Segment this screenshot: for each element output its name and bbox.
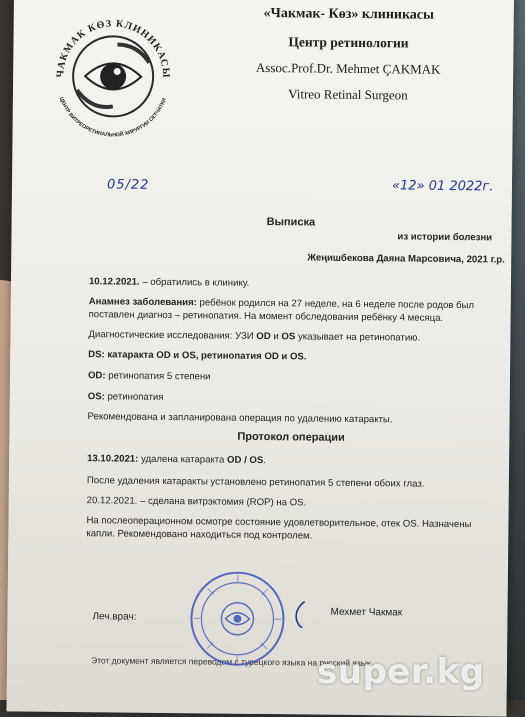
clinic-name: «Чакмак- Көз» клиникасы <box>224 6 474 25</box>
os-line <box>88 390 488 407</box>
operation-eyes: OD / OS <box>227 455 263 466</box>
signature-mark <box>290 599 310 629</box>
doctor-name: Assoc.Prof.Dr. Mehmet ÇAKMAK <box>223 60 473 79</box>
ds-line: DS: катаракта OD и OS, ретинопатия OD и OS. <box>88 348 488 365</box>
followup-paragraph: На послеоперационном осмотре состояние удовлетворительное, отек OS. Назначены капли. Рекомендовано находиться под контролем. <box>86 514 486 544</box>
doctor-position: Vitreo Retinal Surgeon <box>223 86 473 105</box>
letterhead <box>223 6 474 105</box>
visit-line <box>89 275 489 292</box>
logo-bottom-text: ЦЕНТР ВИТРЕОРЕТИНАЛЬНОЙ ХИРУРГИИ СЕТЧАТКИ <box>57 96 167 139</box>
diagnostics-text: Диагностические исследования: УЗИ <box>88 329 256 342</box>
protocol-title: Протокол операции <box>237 431 345 444</box>
diagnostics-os: OS <box>281 331 295 342</box>
logo-top-text: ЧАКМАК КӨЗ КЛИНИКАСЫ <box>55 18 172 79</box>
operation-date: 13.10.2021: <box>87 453 138 465</box>
diagnostics-od: OD <box>256 331 271 342</box>
clinic-logo <box>46 10 179 143</box>
anamnesis-text: ребёнок родился на 27 неделе, на 6 неделе после родов был поставлен диагноз – ретинопатия. На момент обследования ребёнку 4 месяца. <box>89 297 475 324</box>
anamnesis-paragraph <box>89 295 489 325</box>
anamnesis-label: Анамнез заболевания: <box>89 296 197 308</box>
center-name: Центр ретинологии <box>223 34 473 53</box>
doctor-signature-name: Мехмет Чакмак <box>330 607 402 619</box>
operation-line <box>87 452 487 469</box>
diagnostics-tail: указывает на ретинопатию. <box>295 331 420 343</box>
reference-number: 05/22 <box>107 177 150 192</box>
operation-end: . <box>263 455 266 466</box>
operation-text: удалена катаракта <box>138 454 227 466</box>
vitrectomy-line: 20.12.2021. – сделана витрэктомия (ROP) на OS. <box>87 494 487 511</box>
od-text: ретинопатия 5 степени <box>106 370 211 382</box>
watermark: super.kg <box>317 652 485 692</box>
document-date: «12» 01 2022г. <box>392 178 494 194</box>
od-line <box>88 369 488 386</box>
visit-date: 10.12.2021. <box>89 276 140 288</box>
translation-note: Этот документ является переводом с турецкого языка на русский язык <box>91 655 371 668</box>
diagnostics-and: и <box>271 331 282 342</box>
document-subtitle: из истории болезни <box>397 231 492 243</box>
od-label: OD: <box>88 370 106 381</box>
document-title: Выписка <box>267 216 316 229</box>
visit-text: – обратились в клинику. <box>140 277 250 289</box>
svg-text:ЦЕНТР ВИТРЕОРЕТИНАЛЬНОЙ ХИРУРГ <box>57 96 167 139</box>
os-label: OS: <box>88 391 105 402</box>
doctor-signature-label: Леч.врач: <box>92 611 136 622</box>
os-text: ретинопатия <box>105 391 164 403</box>
document-sheet <box>6 0 514 717</box>
after-operation-line: После удаления катаракты установлено ретинопатия 5 степени обоих глаз. <box>87 474 487 491</box>
diagnostics-line <box>88 328 488 345</box>
clinic-stamp <box>187 568 288 669</box>
patient-name: Жеңишбекова Даяна Марсовича, 2021 г.р. <box>307 252 505 265</box>
recommendation-line: Рекомендована и запланирована операция по удалению катаракты. <box>87 410 487 427</box>
